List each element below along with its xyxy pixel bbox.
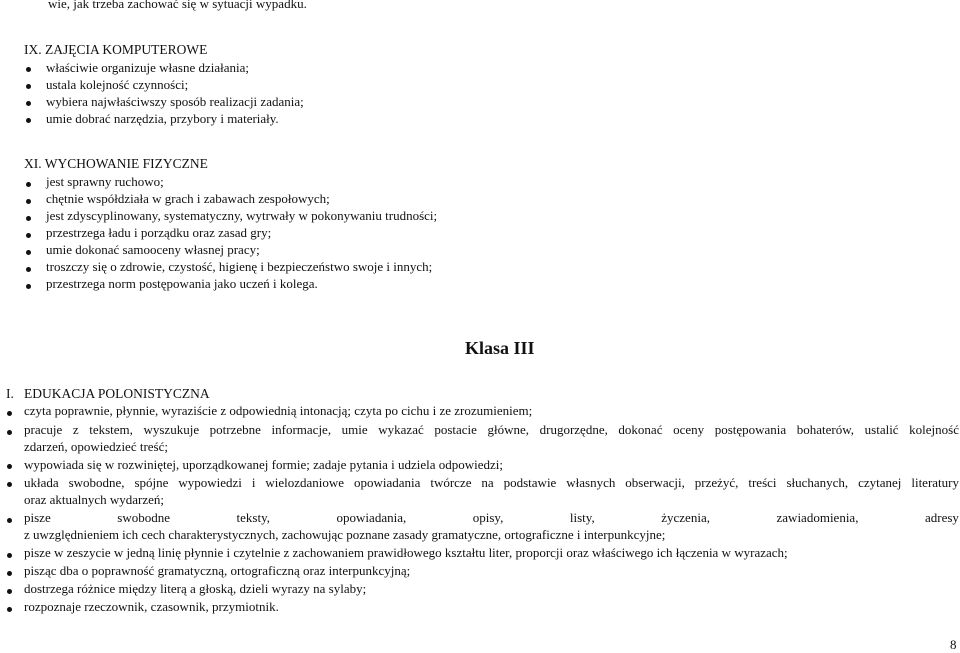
- bullet-icon: [26, 182, 31, 187]
- list-item: właściwie organizuje własne działania;: [46, 60, 249, 75]
- word: listy,: [569, 510, 595, 525]
- word: adresy: [925, 510, 959, 525]
- list-item-continuation: oraz aktualnych wydarzeń;: [24, 492, 165, 507]
- list-item: ustala kolejność czynności;: [46, 77, 189, 92]
- word: opisy,: [472, 510, 504, 525]
- list-item: przestrzega ładu i porządku oraz zasad gry;: [46, 225, 272, 240]
- list-item: przestrzega norm postępowania jako uczeń i kolega.: [46, 276, 318, 291]
- bullet-icon: [26, 67, 31, 72]
- bullet-icon: [7, 482, 12, 487]
- list-item: jest zdyscyplinowany, systematyczny, wytrwały w pokonywaniu trudności;: [46, 208, 438, 223]
- bullet-icon: [26, 199, 31, 204]
- bullet-icon: [26, 118, 31, 123]
- class-title: Klasa III: [465, 338, 535, 358]
- list-item: pisze w zeszycie w jedną linię płynnie i czytelnie z zachowaniem prawidłowego kształtu liter, proporcji oraz właściwego ich łączenia w wyrazach;: [24, 545, 788, 560]
- word: pisze: [24, 510, 51, 525]
- word: życzenia,: [661, 510, 710, 525]
- bullet-icon: [7, 571, 12, 576]
- list-item: pisząc dba o poprawność gramatyczną, ortograficzną oraz interpunkcyjną;: [24, 563, 411, 578]
- list-item-continuation: zdarzeń, opowiedzieć treść;: [24, 439, 169, 454]
- bullet-icon: [7, 607, 12, 612]
- list-item: rozpoznaje rzeczownik, czasownik, przymiotnik.: [24, 599, 279, 614]
- word: zawiadomienia,: [776, 510, 859, 525]
- bullet-icon: [26, 284, 31, 289]
- list-item: wybiera najwłaściwszy sposób realizacji zadania;: [46, 94, 304, 109]
- list-item: wypowiada się w rozwiniętej, uporządkowanej formie; zadaje pytania i udziela odpowiedzi;: [24, 457, 504, 472]
- section-heading-i: I. EDUKACJA POLONISTYCZNA: [6, 386, 210, 401]
- list-item: chętnie współdziała w grach i zabawach zespołowych;: [46, 191, 330, 206]
- section-heading-ix: IX. ZAJĘCIA KOMPUTEROWE: [24, 42, 208, 57]
- list-item: układa swobodne, spójne wypowiedzi i wielozdaniowe opowiadania twórcze na podstawie własnych obserwacji, przeżyć, treści słuchanych, czytanej literatury: [24, 475, 959, 490]
- bullet-icon: [7, 553, 12, 558]
- list-item: umie dobrać narzędzia, przybory i materiały.: [46, 111, 279, 126]
- list-item: pracuje z tekstem, wyszukuje potrzebne informacje, umie wykazać postacie główne, drugorzędne, dokonać oceny postępowania bohaterów, ustalić kolejność: [24, 422, 959, 437]
- bullet-icon: [7, 518, 12, 523]
- bullet-icon: [26, 233, 31, 238]
- justified-line: [24, 510, 959, 526]
- word: opowiadania,: [336, 510, 407, 525]
- list-item: umie dokonać samooceny własnej pracy;: [46, 242, 260, 257]
- word: teksty,: [236, 510, 270, 525]
- top-line-text: wie, jak trzeba zachować się w sytuacji wypadku.: [48, 0, 307, 11]
- page-number: 8: [950, 637, 957, 652]
- bullet-icon: [7, 589, 12, 594]
- bullet-icon: [7, 411, 12, 416]
- bullet-icon: [26, 250, 31, 255]
- bullet-icon: [26, 84, 31, 89]
- list-item: jest sprawny ruchowo;: [46, 174, 164, 189]
- bullet-icon: [7, 464, 12, 469]
- section-heading-xi: XI. WYCHOWANIE FIZYCZNE: [24, 156, 208, 171]
- list-item-continuation: z uwzględnieniem ich cech charakterystycznych, zachowując poznane zasady gramatyczne, ortograficzne i interpunkcyjne;: [24, 527, 666, 542]
- word: swobodne: [117, 510, 170, 525]
- list-item: troszczy się o zdrowie, czystość, higienę i bezpieczeństwo swoje i innych;: [46, 259, 433, 274]
- list-item: czyta poprawnie, płynnie, wyraziście z odpowiednią intonacją; czyta po cichu i ze zrozumieniem;: [24, 403, 533, 418]
- list-item: dostrzega różnice między literą a głoską, dzieli wyrazy na sylaby;: [24, 581, 367, 596]
- bullet-icon: [26, 101, 31, 106]
- bullet-icon: [7, 430, 12, 435]
- bullet-icon: [26, 216, 31, 221]
- bullet-icon: [26, 267, 31, 272]
